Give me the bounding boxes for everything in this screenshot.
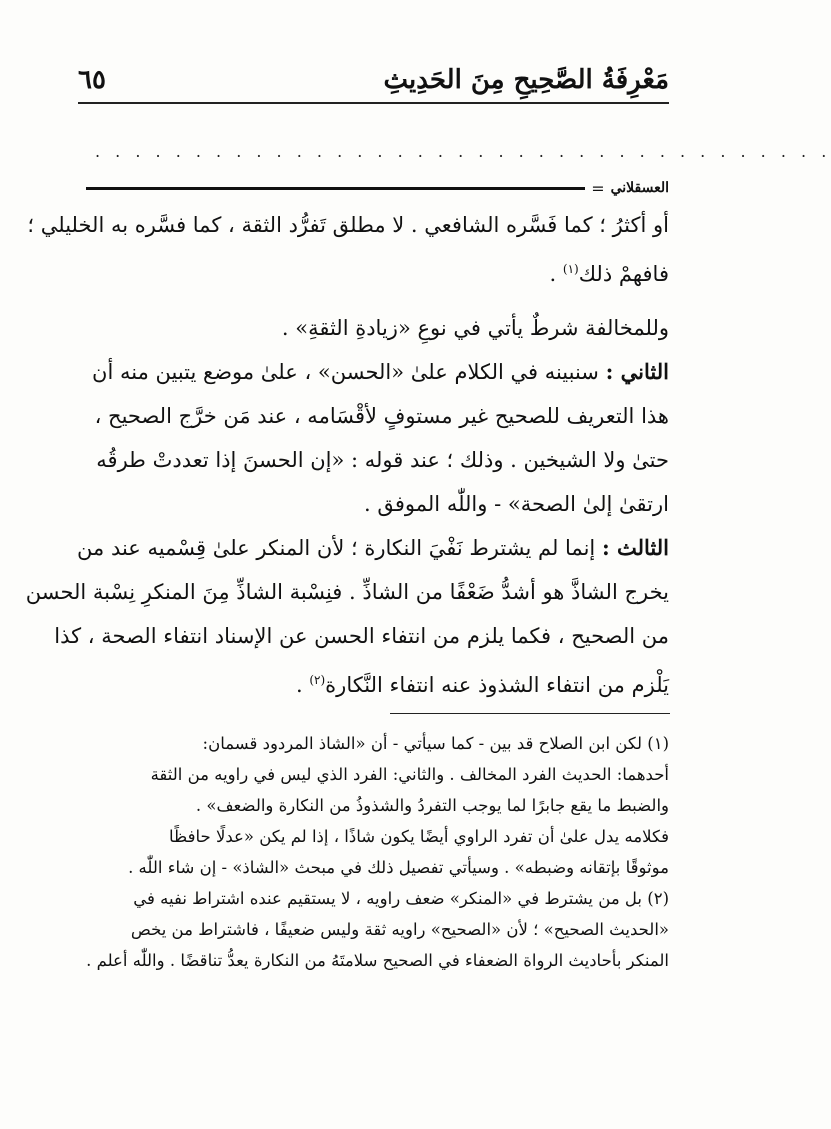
point-label-second: الثاني : xyxy=(605,359,669,384)
body-line: يَلْزم من انتفاء الشذوذ عنه انتفاء النَّكارة$^{(٢)}$ . xyxy=(295,673,669,697)
running-title: مَعْرِفَةُ الصَّحِيحِ مِنَ الحَدِيثِ xyxy=(383,65,669,95)
section-continuation-mark: = xyxy=(591,178,605,198)
page-number: ٦٥ xyxy=(78,65,106,95)
footnote-line: المنكر بأحاديث الرواة الضعفاء في الصحيح سلامتَهُ من النكارة يعدُّ تناقضًا . واللّٰه أعلم . xyxy=(86,951,669,970)
main-text xyxy=(25,203,669,707)
footnote-ref: (٢) xyxy=(309,673,326,687)
body-line: فافهمْ ذلك$^{(١)}$ . xyxy=(549,262,669,286)
body-line: ارتقىٰ إلىٰ الصحة» - واللّٰه الموفق . xyxy=(364,492,669,516)
body-line: من الصحيح ، فكما يلزم من انتفاء الحسن عن الإسناد انتفاء الصحة ، كذا xyxy=(54,624,669,648)
footnote-line: أحدهما: الحديث الفرد المخالف . والثاني: الفرد الذي ليس في راويه من الثقة xyxy=(150,765,669,784)
footnote-line: والضبط ما يقع جابرًا لما يوجب التفردُ والشذوذُ من النكارة والضعف» . xyxy=(195,796,669,815)
footnote-rule xyxy=(390,713,670,714)
body-line: حتىٰ ولا الشيخين . وذلك ؛ عند قوله : «إن الحسنَ إذا تعددتْ طرقُه xyxy=(96,448,669,472)
section-rule xyxy=(86,187,585,190)
footnote-line: فكلامه يدل علىٰ أن تفرد الراوي أيضًا يكون شاذًا ، إذا لم يكن «عدلًا حافظًا xyxy=(169,827,669,846)
footnote-line: (١) لكن ابن الصلاح قد بين - كما سيأتي - أن «الشاذ المردود قسمان: xyxy=(202,734,669,753)
body-line: وللمخالفة شرطٌ يأتي في نوعِ «زيادةِ الثقةِ» . xyxy=(281,316,669,340)
point-label-third: الثالث : xyxy=(601,535,669,560)
footnote-line: «الحديث الصحيح» ؛ لأن «الصحيح» راويه ثقة وليس ضعيفًا ، فاشتراط من يخص xyxy=(130,920,669,939)
body-line: الثالث : إنما لم يشترط نَفْيَ النكارة ؛ لأن المنكر علىٰ قِسْميه عند من xyxy=(77,535,669,560)
footnotes xyxy=(86,728,669,976)
body-line: الثاني : سنبينه في الكلام علىٰ «الحسن» ، علىٰ موضع يتبين منه أن xyxy=(92,359,669,384)
footnote-ref: (١) xyxy=(562,262,579,276)
body-line: هذا التعريف للصحيح غير مستوفٍ لأقْسَامه ، عند مَن خرَّج الصحيح ، xyxy=(94,404,669,428)
body-line: يخرج الشاذَّ هو أشدُّ ضَعْفًا من الشاذِّ . فنِسْبة الشاذِّ مِنَ المنكرِ نِسْبة الحسن xyxy=(25,580,669,604)
footnote-line: موثوقًا بإتقانه وضبطه» . وسيأتي تفصيل ذلك في مبحث «الشاذ» - إن شاء اللّٰه . xyxy=(128,858,669,877)
footnote-line: (٢) بل من يشترط في «المنكر» ضعف راويه ، لا يستقيم عنده اشتراط نفيه في xyxy=(133,889,669,908)
page-header xyxy=(78,58,669,104)
section-marker xyxy=(86,176,669,200)
body-line: أو أكثرُ ؛ كما فَسَّره الشافعي . لا مطلق تَفرُّد الثقة ، كما فسَّره به الخليلي ؛ xyxy=(27,213,669,237)
section-label: العسقلاني xyxy=(610,180,669,196)
dotted-separator: . . . . . . . . . . . . . . . . . . . . . . . . . . . . . . . . . . . . . xyxy=(95,142,831,161)
